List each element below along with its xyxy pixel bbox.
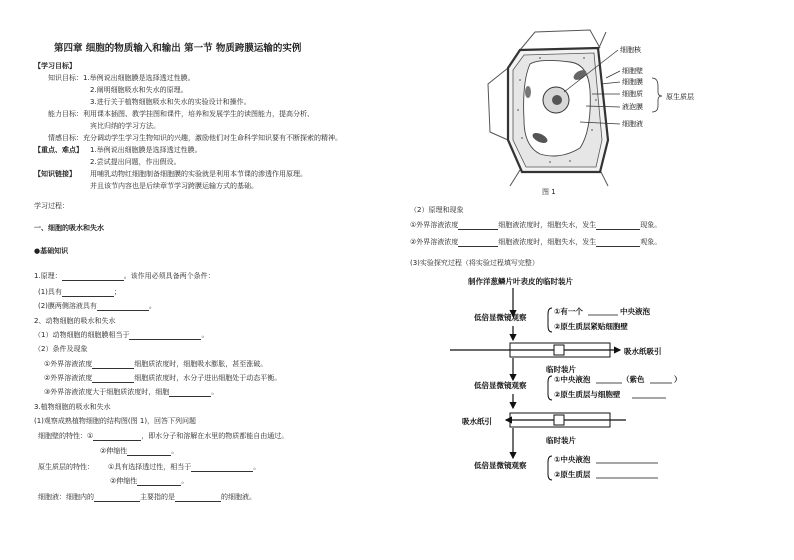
q2b-label: ②外界溶液浓度 [44,374,93,382]
flow-absorb-left: 吸水纸引 [462,417,492,426]
flow-low-power-2: 低倍显微镜观察 [474,381,527,390]
p2-heading: （2）原理和现象 [410,206,464,214]
proto-1-end: 。 [253,463,261,471]
flow-temp-slide-1: 临时装片 [546,365,576,374]
q1a-end: ； [113,288,121,296]
flow-low-power-3: 低倍显微镜观察 [474,461,527,470]
proto-1-line [38,463,260,472]
flow-obs2-b: ②原生质层与细胞壁 [554,390,621,399]
wall-2-end: 。 [171,447,179,455]
flow-obs3-a: ①中央液泡 [554,455,591,464]
p2a-label: ①外界溶液浓度 [410,221,459,229]
proto-2-blank[interactable] [137,478,181,486]
p2b-blank-1[interactable] [458,239,498,247]
wall-1-blank[interactable] [93,433,141,441]
p2a-line [410,221,661,230]
key-point-2: 2.尝试提出问题，作出假设。 [90,158,181,166]
basics-heading: ●基础知识 [34,247,69,255]
q2-heading: 2、动物细胞的吸水和失水 [34,317,116,325]
q1b-label: (2)膜两侧溶液具有 [38,302,97,310]
label-protoplasmic-layer: 原生质层 [666,93,694,101]
wall-2-label: ②伸缩性 [100,447,128,455]
q2-1-blank[interactable] [129,332,201,340]
p2b-blank-2[interactable] [596,239,640,247]
goal-ability: 能力目标：利用课本插图、教学挂图和课件，培养和发展学生的读图能力，提高分析、 [48,110,314,118]
q2c-line [44,388,218,397]
flow-absorb-right: 吸水纸吸引 [624,347,662,356]
wall-label: 细胞壁的特性： [38,432,87,440]
q2-1-end: 。 [201,331,209,339]
q2b-mid: 细胞质浓度时，水分子进出细胞处于动态平衡。 [134,374,282,382]
label-cell-sap: 细胞液 [622,120,643,128]
flow-low-power-1: 低倍显微镜观察 [474,313,527,322]
flow-obs3-b: ②原生质层 [554,470,591,479]
sap-mid: 主要指的是 [140,493,175,501]
proto-2-label: ②伸缩性 [110,477,138,485]
flow-obs1-a-end: 中央液泡 [620,307,650,316]
key-points-label: 【重点、难点】 [34,146,83,154]
q1a-line [38,288,121,297]
q1a-label: (1)具有 [38,288,62,296]
q2a-blank[interactable] [92,361,134,369]
q3-heading: 3.植物细胞的吸水和失水 [34,403,111,411]
q3-1-heading: (1)观察成熟植物细胞的结构图(图 1)，回答下列问题 [34,417,197,425]
proto-2-line [110,477,188,486]
q1-suffix: 。该作用必须具备两个条件： [123,272,215,280]
sap-end: 的细胞液。 [221,493,256,501]
p2a-mid: 细胞液浓度时，细胞失水，发生 [498,221,597,229]
goal-knowledge-2: 2.阐明细胞吸水和失水的原理。 [90,86,188,94]
wall-2-blank[interactable] [127,448,171,456]
knowledge-link-label: 【知识链接】 [34,170,76,178]
p2b-line [410,238,661,247]
p2b-label: ②外界溶液浓度 [410,238,459,246]
flow-coverslip-2 [554,415,564,425]
flow-temp-slide-2: 临时装片 [546,436,576,445]
q2c-label: ③外界溶液浓度大于细胞质浓度时，细胞 [44,388,170,396]
q2-2-heading: （2）条件及现象 [34,345,88,353]
p2a-end: 现象。 [640,221,662,229]
wall-1-end: ，即水分子和溶解在水里的物质都能自由通过。 [141,432,289,440]
q1-label: 1.原理： [34,272,62,280]
sap-line [38,493,256,502]
p3-heading: (3)实验探究过程（将实验过程填写完整） [410,259,539,267]
proto-2-end: 。 [181,477,189,485]
q2b-line [44,374,281,383]
q1b-blank[interactable] [97,303,149,311]
knowledge-link-1: 用哺乳动物红细胞制备细胞膜的实验就是利用本节课的渗透作用原理。 [90,170,307,178]
label-tonoplast: 液泡膜 [622,103,643,111]
q2a-mid: 细胞质浓度时，细胞吸水膨胀，甚至涨破。 [134,360,268,368]
sap-label: 细胞液：细胞内的 [38,493,94,501]
q2a-label: ①外界溶液浓度 [44,360,93,368]
wall-1-line [38,432,288,441]
q1b-end: 。 [148,302,156,310]
q1-line [34,272,215,281]
q2c-blank[interactable] [169,389,211,397]
q2-1-label: （1）动物细胞的细胞膜相当于 [34,331,130,339]
label-cell-wall: 细胞壁 [622,67,643,75]
p2a-blank-2[interactable] [596,222,640,230]
proto-1-blank[interactable] [191,464,253,472]
goal-knowledge-1: 知识目标：1.举例说出细胞膜是选择透过性膜。 [48,74,195,82]
label-cytoplasm: 细胞质 [622,90,643,98]
flow-top-step: 制作洋葱鳞片叶表皮的临时装片 [468,277,573,286]
flow-obs2-a: ①中央液泡 [554,375,591,384]
label-cell-membrane: 细胞膜 [622,78,643,86]
proto-label: 原生质层的特性： [38,463,94,471]
sap-blank-1[interactable] [94,494,140,502]
process-heading: 学习过程： [34,202,69,210]
sap-blank-2[interactable] [175,494,221,502]
q1a-blank[interactable] [62,289,114,297]
page-title: 第四章 细胞的物质输入和输出 第一节 物质跨膜运输的实例 [54,43,302,54]
q1b-line [38,302,156,311]
section-heading: 一、细胞的吸水和失水 [34,224,104,232]
p2b-mid: 细胞液浓度时，细胞失水，发生 [498,238,597,246]
q2c-end: 。 [211,388,219,396]
flow-obs2-a-mid: （紫色 [622,375,645,384]
flow-obs2-a-end: ） [674,375,682,384]
p2a-blank-1[interactable] [458,222,498,230]
q2-1-line [34,331,208,340]
goal-emotion: 情感目标：充分调动学生学习生物知识的兴趣，激励他们对生命科学知识要有不断探索的精神。 [48,134,342,142]
goals-header: 【学习目标】 [34,62,76,70]
label-nucleus: 细胞核 [620,46,641,54]
knowledge-link-2: 并且该节内容也是后续章节学习跨膜运输方式的基础。 [90,182,258,190]
flow-obs1-b: ②原生质层紧贴细胞壁 [554,322,628,331]
plant-cell-figure [480,20,720,188]
q2a-line [44,360,267,369]
key-point-1: 1.举例说出细胞膜是选择透过性膜。 [90,146,202,154]
goal-ability-cont: 宾比归纳的学习方法。 [90,122,160,130]
q1-blank[interactable] [62,273,124,281]
p2b-end: 观象。 [640,238,662,246]
experiment-flowchart [450,272,700,504]
q2b-blank[interactable] [92,375,134,383]
proto-1-label: ①具有选择透过性，相当于 [108,463,192,471]
goal-knowledge-3: 3.进行关于植物细胞吸水和失水的实验设计和操作。 [90,98,251,106]
figure-caption: 图 1 [542,188,556,196]
flow-coverslip-1 [554,345,564,355]
wall-2-line [100,447,178,456]
flow-obs1-a: ①有一个 [554,307,583,316]
wall-1-prefix: ① [87,432,94,440]
